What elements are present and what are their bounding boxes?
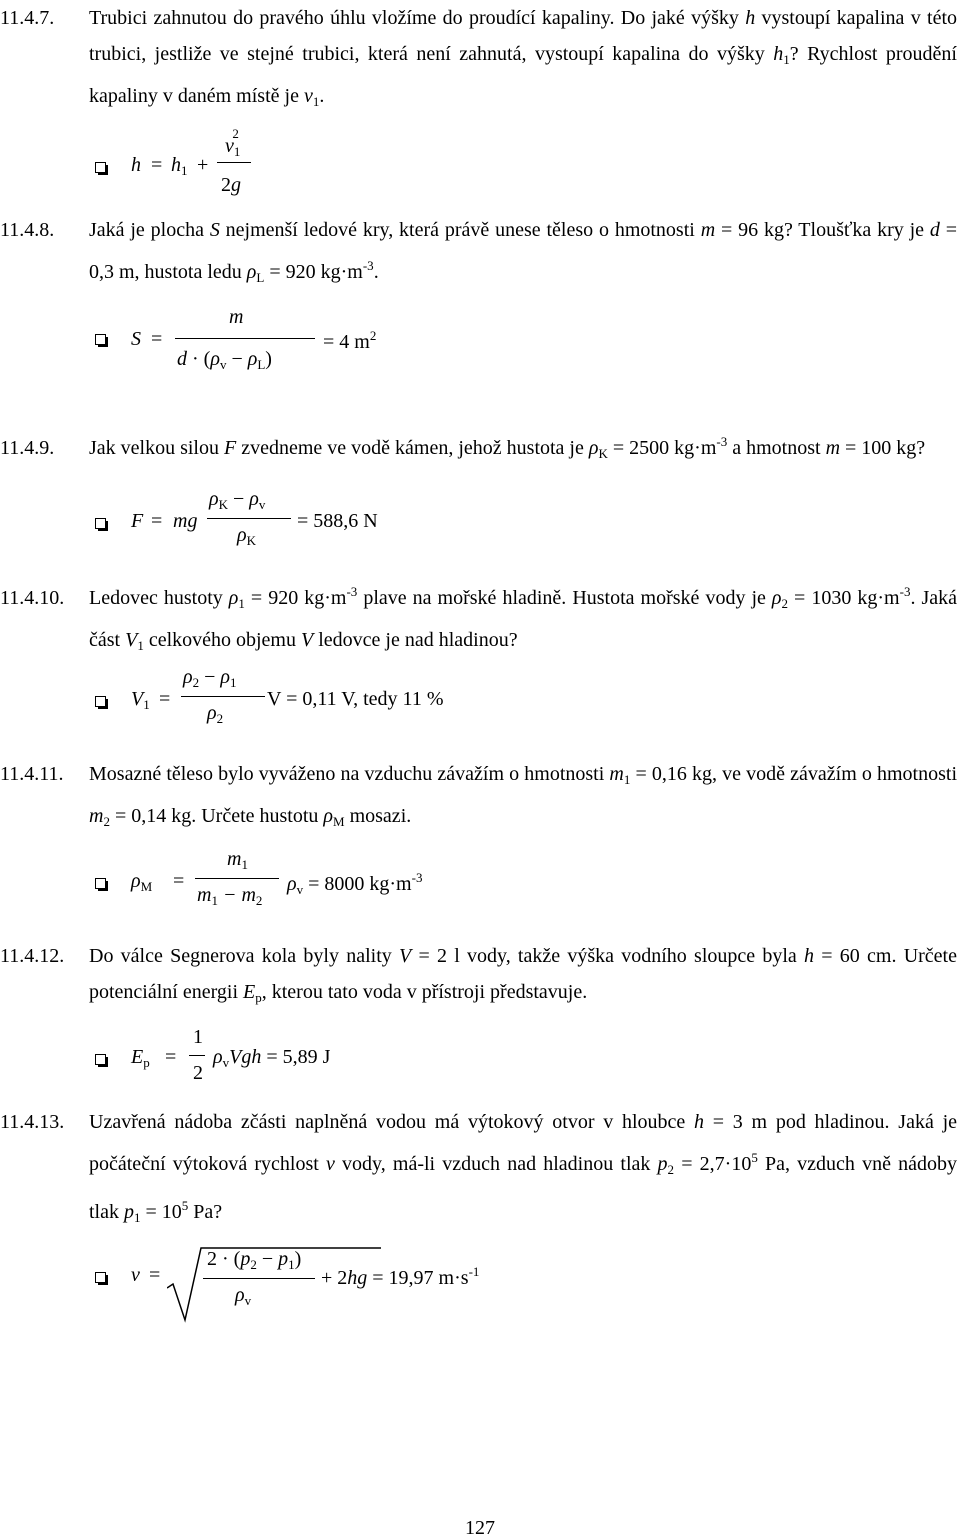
checkbox-bullet-icon [95, 696, 106, 707]
checkbox-bullet-icon [95, 1054, 106, 1065]
problem-number: 11.4.7. [0, 7, 55, 29]
problem-number: 11.4.9. [0, 437, 55, 459]
problem-11-4-8: 11.4.8. Jaká je plocha S nejmenší ledové kry, která právě unese těleso o hmotnosti m = 96 kg? Tloušťka kry je d = 0,3 m, hustota ledu $\rho_L = 920$ $kg\cdot m^{-3}$. [89, 212, 957, 296]
problem-11-4-11: 11.4.11. Mosazné těleso bylo vyváženo na vzduchu závažím o hmotnosti $m_1 = 0,16$ kg, ve vodě závažím o hmotnosti $m_2 = 0,14$ kg. Určete hustotu $\rho_M$ mosazi. [89, 756, 957, 840]
problem-11-4-13: 11.4.13. Uzavřená nádoba zčásti naplněná vodou má výtokový otvor v hloubce h = 3 m pod hladinou. Jaká je počáteční výtoková rychlost v vody, má-li vzduch nad hladinou tlak $p_2 = 2,7\cdot 10^5$ Pa, vzduch vně nádoby tlak $p_1 = 10^5$ Pa? [89, 1104, 957, 1236]
problem-number: 11.4.12. [0, 945, 65, 967]
problem-number: 11.4.13. [0, 1111, 65, 1133]
problem-number: 11.4.10. [0, 587, 65, 609]
checkbox-bullet-icon [95, 162, 106, 173]
problem-number: 11.4.8. [0, 219, 55, 241]
checkbox-bullet-icon [95, 878, 106, 889]
problem-11-4-10: 11.4.10. Ledovec hustoty $\rho_1 = 920$ $kg\cdot m^{-3}$ plave na mořské hladině. Hustota mořské vody je $\rho_2 = 1030$ $kg\cdot m^{-3}$. Jaká část $V_1$ celkového objemu V ledovce je nad hladinou? [89, 574, 957, 664]
problem-11-4-7: 11.4.7. Trubici zahnutou do pravého úhlu vložíme do proudící kapaliny. Do jaké výšky h vystoupí kapalina v této trubici, jestliže ve stejné trubici, která není zahnutá, vystoupí kapalina do výšky $h_1$? Rychlost proudění kapaliny v daném místě je $v_1$. [89, 0, 957, 120]
checkbox-bullet-icon [95, 334, 106, 345]
document-page: 11.4.7. Trubici zahnutou do pravého úhlu vložíme do proudící kapaliny. Do jaké výšky h vystoupí kapalina v této trubici, jestliže ve stejné trubici, která není zahnutá, vystoupí kapalina do výšky $h_1$? Rychlost proudění kapaliny v daném místě je $v_1$. h = $h_1$ + $v_1^2$ 2g 11.4.8. Jaká je plocha S nejmenší ledové kry, která právě unese těleso o hmotnosti m = 96 kg? Tloušťka kry je d = 0,3 m, hustota ledu $\rho_L = 920$ $kg\cdot m^{-3}$. S = m $d \cdot (\rho_v - \rho_L)$ = 4 $m^2$ 11.4.9. Jak velkou silou F zvedneme ve vodě kámen, jehož hustota je $\rho_K = 2500$ $kg\cdot m^{-3}$ a hmotnost m = 100 kg? F = mg $\rho_K - \rho_v$ $\rho_K$ = 588,6 N 11.4.10. Ledovec hustoty $\rho_1 = 920$ $kg\cdot m^{-3}$ plave na mořské hladině. Hustota mořské vody je $\rho_2 = 1030$ $kg\cdot m^{-3}$. Jaká část $V_1$ celkového objemu V ledovce je nad hladinou? $V_1$ = $\rho_2 - \rho_1$ $\rho_2$ V = 0,11 V, tedy 11 % 11.4.11. Mosazné těleso bylo vyváženo na vzduchu závažím o hmotnosti $m_1 = 0,16$ kg, ve vodě závažím o hmotnosti $m_2 = 0,14$ kg. Určete hustotu $\rho_M$ mosazi. $\rho_M$ = $m_1$ $m_1 - m_2$ $\rho_v = 8000$ $kg\cdot m^{-3}$ 11.4.12. Do válce Segnerova kola byly nality V = 2 l vody, takže výška vodního sloupce byla h = 60 cm. Určete potenciální energii $E_p$, kterou tato voda v přístroji představuje. $E_p$ = 1 2 $\rho_vVgh = 5,89$ J 11.4.13. Uzavřená nádoba zčásti naplněná vodou má výtokový otvor v hloubce h = 3 m pod hladinou. Jaká je počáteční výtoková rychlost v vody, má-li vzduch nad hladinou tlak $p_2 = 2,7\cdot 10^5$ Pa, vzduch vně nádoby tlak $p_1 = 10^5$ Pa? v = $2 \cdot (p_2 - p_1)$ $\rho_v$ + 2hg = 19,97 $m\cdot s^{-1}$ 127 [0, 0, 960, 1540]
checkbox-bullet-icon [95, 1272, 106, 1283]
problem-11-4-9: 11.4.9. Jak velkou silou F zvedneme ve vodě kámen, jehož hustota je $\rho_K = 2500$ $kg\cdot m^{-3}$ a hmotnost m = 100 kg? [89, 424, 957, 472]
problem-11-4-12: 11.4.12. Do válce Segnerova kola byly nality V = 2 l vody, takže výška vodního sloupce byla h = 60 cm. Určete potenciální energii $E_p$, kterou tato voda v přístroji představuje. [89, 938, 957, 1016]
page-number: 127 [465, 1517, 495, 1539]
problem-number: 11.4.11. [0, 763, 64, 785]
checkbox-bullet-icon [95, 518, 106, 529]
